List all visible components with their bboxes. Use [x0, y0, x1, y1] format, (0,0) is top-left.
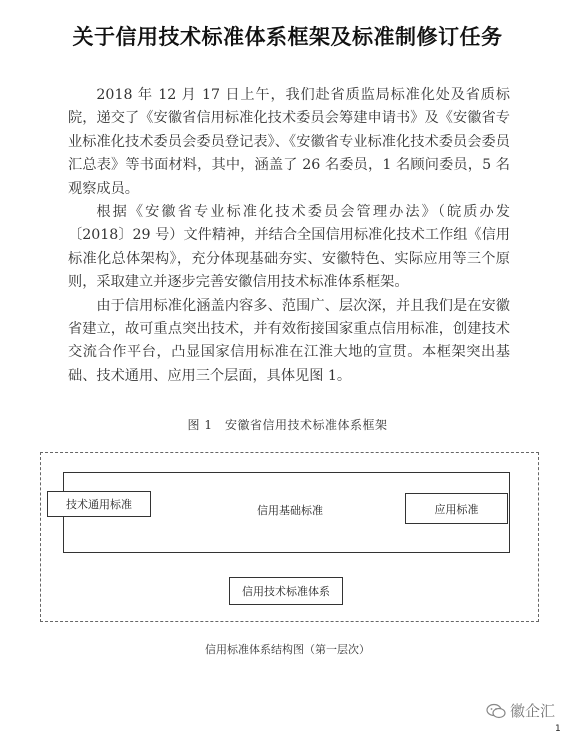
diagram-bottom-box: 信用技术标准体系: [229, 577, 343, 605]
figure-caption: 图 1 安徽省信用技术标准体系框架: [187, 418, 388, 432]
document-title: 关于信用技术标准体系框架及标准制修订任务: [72, 25, 503, 49]
body-text: [68, 84, 510, 388]
diagram-sub-caption: 信用标准体系结构图（第一层次）: [205, 643, 370, 656]
watermark: [486, 700, 555, 721]
paragraph-1: 2018 年 12 月 17 日上午，我们赴省质监局标准化处及省质标院，递交了《安徽省信用标准化技术委员会筹建申请书》及《安徽省专业标准化技术委员会委员登记表》、《安徽省专业标准化技术委员会委员汇总表》等书面材料，其中，涵盖了 26 名委员，1 名顾问委员，5 名观察成员。: [68, 87, 510, 197]
page-number: 1: [555, 724, 561, 734]
diagram-foundation-label: 信用基础标准: [257, 504, 323, 517]
paragraph-3: 由于信用标准化涵盖内容多、范围广、层次深，并且我们是在安徽省建立，故可重点突出技术，并有效衔接国家重点信用标准，创建技术交流合作平台，凸显国家信用标准在江淮大地的宣贯。本框架突出基础、技术通用、应用三个层面，具体见图 1。: [68, 297, 510, 384]
wechat-icon: [486, 703, 506, 719]
paragraph-2: 根据《安徽省专业标准化技术委员会管理办法》（皖质办发〔2018〕29 号）文件精神，并结合全国信用标准化技术工作组《信用标准化总体架构》，充分体现基础夯实、安徽特色、实际应用等三个原则，采取建立并逐步完善安徽信用技术标准体系框架。: [68, 204, 510, 291]
watermark-text: 徽企汇: [510, 702, 556, 720]
diagram-left-box: 技术通用标准: [47, 491, 151, 517]
diagram-right-box: 应用标准: [405, 493, 508, 524]
